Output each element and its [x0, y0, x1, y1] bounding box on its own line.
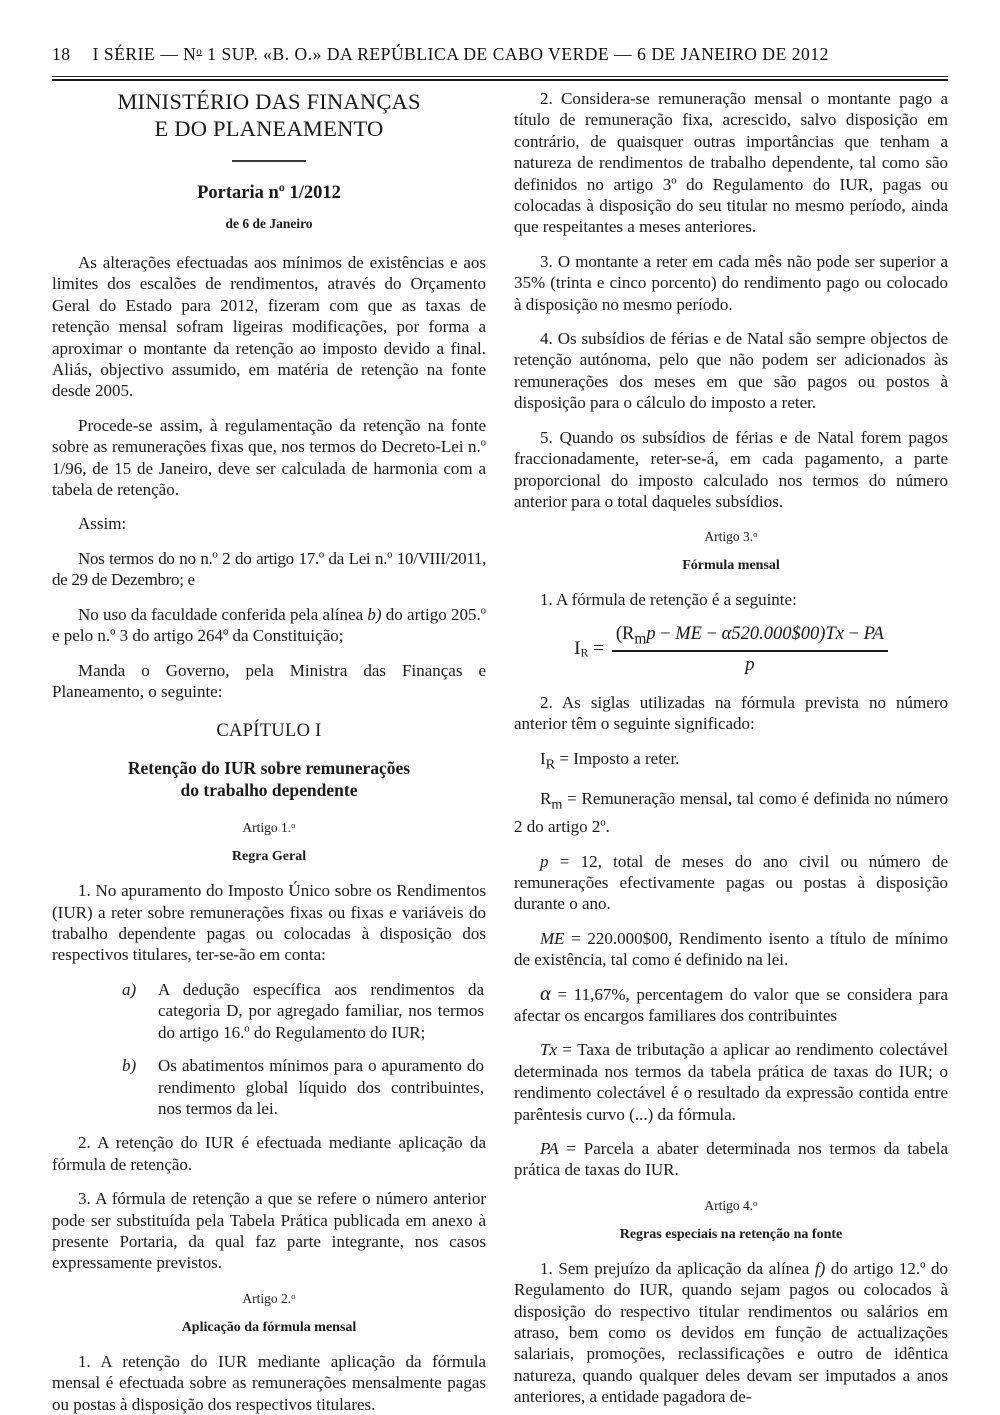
definition-pa [514, 1138, 948, 1181]
definition-ir [514, 748, 948, 776]
paragraph-preamble-2: Procede-se assim, à regulamentação da retenção na fonte sobre as remunerações fixas que, nos termos do Decreto-Lei n.º 1/96, de 15 de Janeiro, deve ser calculada de harmonia com a tabela de retenção. [52, 415, 486, 500]
definition-tx [514, 1039, 948, 1125]
formula-amount: 520.000$00) [731, 623, 826, 644]
article-1-label [52, 817, 486, 836]
definition-rm-text: = Remuneração mensal, tal como é definida no número 2 do artigo 2º. [514, 789, 948, 837]
article-2-label [52, 1288, 486, 1307]
right-column [514, 88, 948, 1407]
paragraph-legal-basis-2 [52, 604, 486, 647]
alinea-reference-f: f) [814, 1258, 826, 1278]
article-1-item-3: 3. A fórmula de retenção a que se refere o número anterior pode ser substituída pela Tabela Prática publicada em anexo à presente Portaria, da qual faz parte integrante, nos casos expressamente previstos. [52, 1189, 486, 1273]
chapter-title-line2: do trabalho dependente [180, 780, 358, 801]
article-2-item-5: 5. Quando os subsídios de férias e de Natal forem pagos fraccionadamente, reter-se-á, em cada pagamento, a parte proporcional do imposto calculado nos termos do número anterior para o total daqueles subsídios. [514, 427, 948, 511]
article-4-ordinal: o [753, 1197, 758, 1208]
formula-symbol-ir: I [574, 638, 581, 660]
definition-alpha [514, 984, 948, 1027]
chapter-number: CAPÍTULO I [216, 721, 322, 742]
article-4-item-1-part1: 1. Sem prejuízo da aplicação da alínea [540, 1258, 815, 1278]
article-2-ordinal: o [291, 1290, 296, 1301]
formula-var-p-num: p [646, 623, 656, 644]
alinea-text-b: Os abatimentos mínimos para o apuramento do rendimento global líquido dos contribuintes, nos termos da lei. [158, 1056, 484, 1118]
symbol-alpha: α [540, 982, 551, 1005]
definition-alpha-text: = 11,67%, percentagem do valor que se considera para afectar os encargos familiares dos contribuintes [514, 984, 948, 1025]
alinea-marker-b: b) [122, 1056, 137, 1076]
formula-minus-3: − [843, 623, 864, 644]
portaria-date: de 6 de Janeiro [225, 216, 313, 231]
article-2-title: Aplicação da fórmula mensal [181, 1319, 357, 1335]
article-3-ordinal: o [753, 529, 758, 540]
definition-p [514, 851, 948, 915]
page-number: 18 [52, 44, 71, 64]
paragraph-assim: Assim: [78, 514, 127, 534]
ministry-heading-line2: E DO PLANEAMENTO [154, 116, 384, 141]
formula-var-me: ME [675, 623, 702, 644]
definition-rm [514, 788, 948, 837]
article-4-item-1 [514, 1258, 948, 1408]
left-column [52, 88, 486, 1414]
chapter-title-line1: Retenção do IUR sobre remunerações [127, 758, 411, 779]
alinea-marker-a: a) [122, 979, 137, 999]
definition-p-text: = 12, total de meses do ano civil ou número de remunerações efectivamente pagas ou postas à disposição durante o ano. [514, 851, 948, 914]
article-3-label-text: Artigo 3. [704, 529, 754, 545]
formula-var-pa: PA [863, 623, 884, 644]
paragraph-manda-governo: Manda o Governo, pela Ministra das Finanças e Planeamento, o seguinte: [52, 660, 486, 701]
symbol-ir: I [540, 748, 546, 768]
ornament-rule [232, 160, 306, 162]
article-2-item-1: 1. A retenção do IUR mediante aplicação da fórmula mensal é efectuada sobre as remunerações mensalmente pagas ou postas à disposição dos respectivos titulares. [52, 1351, 486, 1414]
article-1-item-1: 1. No apuramento do Imposto Único sobre os Rendimentos (IUR) a reter sobre remunerações fixas ou fixas e variáveis do trabalho dependente pagas ou colocadas à disposição dos respectivos titulares, ter-se-ão em conta: [52, 881, 486, 965]
ordinal-indicator: o [196, 45, 203, 58]
publication-info: 1 SUP. «B. O.» DA REPÚBLICA DE CABO VERDE — 6 DE JANEIRO DE 2012 [202, 44, 829, 64]
article-1-ordinal: o [291, 820, 296, 831]
article-2-item-3: 3. O montante a reter em cada mês não pode ser superior a 35% (trinta e cinco porcento) do rendimento pago ou colocado à disposição no mesmo período. [514, 251, 948, 314]
two-column-body [52, 88, 948, 1414]
article-3-title: Fórmula mensal [682, 558, 780, 574]
portaria-title: Portaria nº 1/2012 [197, 183, 341, 203]
formula-open-paren-rm: (R [615, 623, 635, 644]
retention-formula [514, 624, 948, 676]
formula-var-tx: Tx [825, 623, 844, 644]
running-head [52, 44, 948, 74]
symbol-me: ME [540, 928, 565, 948]
article-1-item-2: 2. A retenção do IUR é efectuada mediante aplicação da fórmula de retenção. [52, 1133, 486, 1174]
paragraph-preamble-1: As alterações efectuadas aos mínimos de existências e aos limites dos escalões de rendimentos, através do Orçamento Geral do Estado para 2012, fizeram com que as taxas de retenção mensal sofram ligeiras modificações, por forma a aproximar o montante da retenção ao imposto devido a final. Aliás, objectivo assumido, em matéria de retenção na fonte desde 2005. [52, 253, 486, 401]
article-1-label-text: Artigo 1. [242, 820, 292, 836]
article-3-item-1: 1. A fórmula de retenção é a seguinte: [540, 590, 797, 610]
header-divider [52, 76, 948, 81]
formula-var-alpha: α [721, 623, 732, 644]
legal-basis-2-part2: do artigo 205.º e pelo n.º 3 do artigo 264º da Constituição; [52, 604, 486, 646]
definition-me-text: = 220.000$00, Rendimento isento a título de mínimo de existência, tal como é definido na lei. [514, 928, 948, 970]
symbol-rm: R [540, 789, 552, 809]
alinea-reference-b: b) [367, 604, 382, 624]
article-4-item-1-part2: do artigo 12.º do Regulamento do IUR, quando sejam pagos ou colocados à disposição do respectivo titular rendimentos ou salários em atraso, bem como os devidos em função de actualizações salariais, promoções, reclassificações e outro de idêntica natureza, quando qualquer deles devam ser imputados a anos anteriores, a entidade pagadora de- [514, 1258, 948, 1407]
list-item [52, 979, 486, 1043]
formula-numerator [612, 624, 888, 651]
symbol-p: p [540, 851, 549, 871]
formula-subscript-m: m [634, 630, 647, 648]
article-2-item-2: 2. Considera-se remuneração mensal o montante pago a título de remuneração fixa, acrescido, salvo disposição em contrário, de quaisquer outras importâncias que tenham a natureza de rendimentos de trabalho dependente, tal como são definidos no artigo 3º do Regulamento do IUR, pagas ou colocadas à disposição do seu titular no mesmo período, ainda que respeitantes a meses anteriores. [514, 89, 948, 237]
definition-tx-text: = Taxa de tributação a aplicar ao rendimento colectável determinada nos termos da tabela prática de taxas do IUR; o rendimento colectável é o resultado da expressão contida entre parêntesis curvo (...) da fórmula. [514, 1040, 948, 1124]
article-4-label [514, 1195, 948, 1214]
article-2-item-4: 4. Os subsídios de férias e de Natal são sempre objectos de retenção autónoma, pelo que não podem ser adicionados às remunerações dos meses em que são pagos ou postos à disposição para o cálculo do imposto a reter. [514, 329, 948, 413]
alinea-text-a: A dedução específica aos rendimentos da categoria D, por agregado familiar, nos termos do artigo 16.º do Regulamento do IUR; [158, 979, 484, 1042]
article-2-label-text: Artigo 2. [242, 1290, 292, 1306]
paragraph-legal-basis-1: Nos termos do no n.º 2 do artigo 17.º da Lei n.º 10/VIII/2011, de 29 de Dezembro; e [52, 548, 486, 590]
article-4-label-text: Artigo 4. [704, 1197, 754, 1213]
running-head-text [52, 44, 948, 65]
legal-basis-2-part1: No uso da faculdade conferida pela alínea [78, 604, 368, 624]
symbol-tx: Tx [540, 1040, 557, 1060]
formula-minus-2: − [701, 623, 722, 644]
symbol-ir-subscript: R [545, 755, 556, 772]
article-4-title: Regras especiais na retenção na fonte [619, 1226, 843, 1242]
definition-me [514, 928, 948, 971]
definition-pa-text: = Parcela a abater determinada nos termos da tabela prática de taxas do IUR. [514, 1139, 948, 1180]
ministry-heading-line1: MINISTÉRIO DAS FINANÇAS [117, 89, 421, 114]
formula-fraction [612, 624, 888, 676]
formula-denominator: p [745, 653, 755, 675]
formula-left-side [574, 638, 604, 661]
symbol-rm-subscript: m [551, 796, 563, 813]
formula-subscript-r: R [580, 646, 589, 660]
formula-equals: = [593, 638, 604, 660]
formula-minus-1: − [655, 623, 676, 644]
article-1-title: Regra Geral [231, 849, 307, 865]
article-3-item-2: 2. As siglas utilizadas na fórmula prevista no número anterior têm o seguinte significado: [514, 692, 948, 734]
list-item [52, 1055, 486, 1119]
symbol-pa: PA [540, 1139, 559, 1159]
article-3-label [514, 526, 948, 545]
article-1-alinea-list [52, 979, 486, 1119]
chapter-title [52, 757, 486, 801]
series-label: I SÉRIE — N [92, 44, 197, 64]
definition-ir-text: = Imposto a reter. [555, 748, 680, 768]
ministry-heading [52, 88, 486, 142]
